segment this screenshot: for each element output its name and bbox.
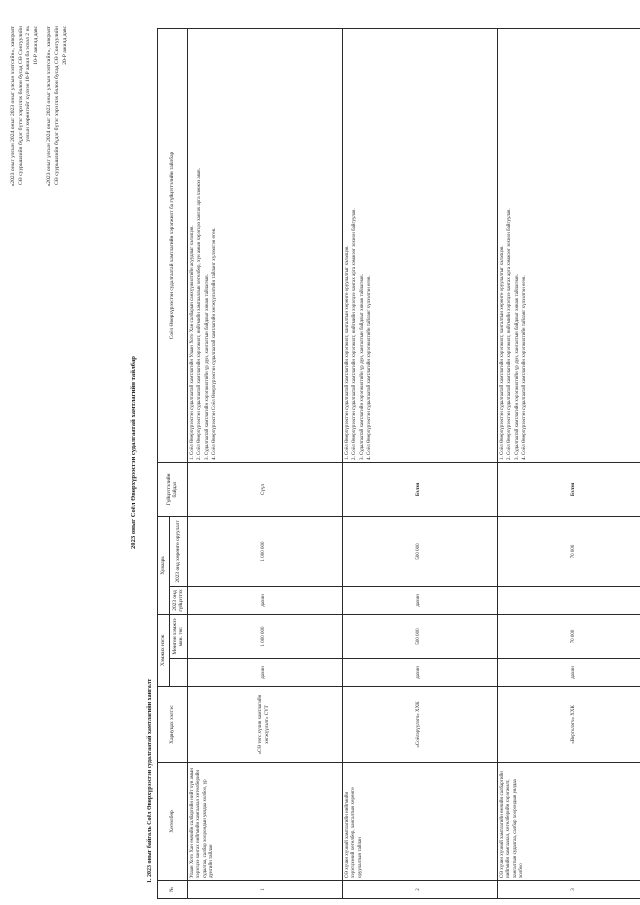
row-amount: 1 000 000	[187, 614, 342, 658]
row-plan-unit: дахин	[187, 586, 342, 614]
header-measure: Хэмжих нэгж	[158, 614, 170, 686]
measure-item: 1. Соёл Өвөрхүрээсгэн судалгаатай хамтлагийн Улаан Хото Хан салбарын санхүүжилтийн асуудлыг хэлэлцэв.	[189, 225, 195, 460]
header-num: №	[158, 881, 188, 899]
row-plan-b: 1 000 000	[187, 516, 342, 586]
note-line: 10-Р ажилд давс	[32, 26, 39, 65]
header-unit	[169, 659, 187, 687]
measure-item: 4. Соёл Өвөрхүрээсгэн судалгаатай хамтлагийн хэрэгжилтийн тайланг хүлээлгэн өгөв.	[522, 275, 527, 460]
header-plan-b: 2023 онд хөрөнгө оруулалт	[169, 516, 187, 586]
note-line: 20-Р ажилд давс	[61, 26, 68, 65]
measure-item: 3. Судалгаатай хамтлагийн хэрэгжилтийн үр дүн, хангалтын байдлыг хянаж тайлагнав.	[514, 274, 520, 460]
header-progress: Соёл Өвөрхүрээсгэн судалгаатай хамтлагийн хэрэгжилт ба гүйцэтгэлийн тайлбар	[158, 28, 188, 462]
row-org: «СӨ төгс хүчин хамтлагийн хөгжүүлэлт» СҮТ	[187, 687, 342, 763]
approval-notes	[10, 26, 75, 326]
measure-item: 1. Соёл Өвөрхүрээсгэн судалгаатай хамтлагийн хэрэгжилт, хангалтын хөрөнгө оруулалтыг хэлэлцэв.	[344, 245, 350, 460]
row-measures	[187, 28, 342, 462]
report-table	[157, 28, 640, 899]
section-heading: 1. 2023 оныг байгаль Соёл Өвөрхүрээсгэн судалгаатай хамтлагийн хангалт	[147, 678, 153, 883]
note-line: улсын хөрөнгийг хүлээн 10-Р ажил ба эсвэл 2 нь	[25, 26, 32, 142]
approval-note	[46, 26, 69, 326]
row-amount: 70 000	[497, 614, 640, 658]
row-unit: дахин	[187, 659, 342, 687]
row-plan-b: 500 000	[342, 516, 497, 586]
row-name: СӨ хүчин хүчний хамтлагийн нийгмийн хэрэгцээний хөтөлбөр, хангалтын хөрөнгө оруулалтын тайлан	[342, 763, 497, 881]
row-status: Бэлэн	[342, 462, 497, 516]
approval-note	[10, 26, 40, 326]
measure-item: 2. Соёл Өвөрхүрээсгэн судалгаатай хамтлагийн хэрэгжилт, нийгмийн хэрэгцээ хангах арга хэмжээг зохион байгуулав.	[352, 208, 357, 460]
row-num: 2	[342, 881, 497, 899]
measure-item: 4. Соёл Өвөрхүрээсгэн судалгаатай хамтлагийн хэрэгжилтийн тайланг хүлээлгэн өгөв.	[367, 275, 372, 460]
measure-item: 3. Судалгаатай хамтлагийн хэрэгжилтийн үр дүн, хангалтын байдлыг хянаж тайлагнав.	[359, 274, 365, 460]
measure-item: 2. Соёл Өвөрхүрээсгэн судалгаатай хамтлагийн хэрэгжилт, нийгмийн хамгааллын хөтөлбөр, хүн амын хэрэгцээ хангах арга хэмжээ авав.	[197, 168, 202, 460]
note-line: СӨ суурьшлийн бүдэг бүтэг хэрэглэх болон бусад СӨ Сонгуулийн	[53, 26, 60, 186]
header-status: Гүйцэтгэлийн байдал	[158, 462, 188, 516]
row-measures	[342, 28, 497, 462]
row-unit: дахин	[342, 659, 497, 687]
row-amount: 500 000	[342, 614, 497, 658]
table-row	[187, 28, 342, 898]
row-plan-unit: дахин	[342, 586, 497, 614]
row-unit: дахин	[497, 659, 640, 687]
row-name: Улаан Хото Хан өмчийн салбаргийн нийт хүн амын хэрэгцээ хангах нийгмийн хамгаалал хөтөлбөрийн судалгаа, салбар хоорондын уялдаа холбоо, үр дүнгийн тайлан	[187, 763, 342, 881]
row-num: 1	[187, 881, 342, 899]
header-name: Хөтөлбөр	[158, 763, 188, 881]
header-amount: Мөнгөн хэмжээ мян. төг.	[169, 614, 187, 658]
row-org: «Соёлэрүүлэгч» ХХК	[342, 687, 497, 763]
header-org: Хариуцах хэлтэс	[158, 687, 188, 763]
document-title: 2023 оныг Соёл Өвөрхүрээсгэн судалгаатай хамтлагийн тайлбар	[130, 356, 137, 549]
row-plan-unit	[497, 586, 640, 614]
row-org: «Вертолэгч» ХХК	[497, 687, 640, 763]
measure-item: 3. Судалгаатай хамтлагийн хэрэгжилтийн үр дүн, хангалтын байдлыг хянаж тайлагнав.	[204, 274, 210, 460]
row-name: СӨ хүчин хүчний хамтлагийн өмчийн салбаргийн нийгмийн хамгаалал, хөтөлбөрийн хэрэгжилт, хангалтын судалгаа, салбар хоорондын уялдаа холбоо	[497, 763, 640, 881]
row-num: 3	[497, 881, 640, 899]
table-header-row	[158, 28, 170, 898]
header-plan-group: Хуваарь	[158, 516, 170, 614]
row-status: Сүүл	[187, 462, 342, 516]
measure-item: 2. Соёл Өвөрхүрээсгэн судалгаатай хамтлагийн хэрэгжилт, нийгмийн хэрэгцээ хангах арга хэмжээг зохион байгуулав.	[507, 208, 512, 460]
measure-item: 1. Соёл Өвөрхүрээсгэн судалгаатай хамтлагийн хэрэгжилт, хангалтын хөрөнгө оруулалтыг хэлэлцэв.	[499, 245, 505, 460]
header-plan-a: 2023 онд гүйцэтгэх	[169, 586, 187, 614]
row-plan-b: 70 000	[497, 516, 640, 586]
table-row	[497, 28, 640, 898]
row-measures	[497, 28, 640, 462]
note-line: «2023 оныг улсын 2024 оныг 2023 оныг улсын хэлтсийн», хавсралт	[46, 26, 53, 187]
note-line: СӨ суурьшлийн бүдэг бүтэг хэрэглэх болон бусад СӨ Сонгуулийн	[17, 26, 24, 186]
note-line: «2023 оныг улсын 2024 оныг 2023 оныг улсын хэлтсийн», хавсралт	[10, 26, 16, 187]
measure-item: 4. Соёл Өвөрхүрээсгэн Соёл Өвөрхүрээсгэн судалгаатай хамтлагийн хөгжүүлэлтийн тайланг хүлээлгэн өгөв.	[212, 227, 217, 460]
row-status: Бэлэн	[497, 462, 640, 516]
table-row	[342, 28, 497, 898]
